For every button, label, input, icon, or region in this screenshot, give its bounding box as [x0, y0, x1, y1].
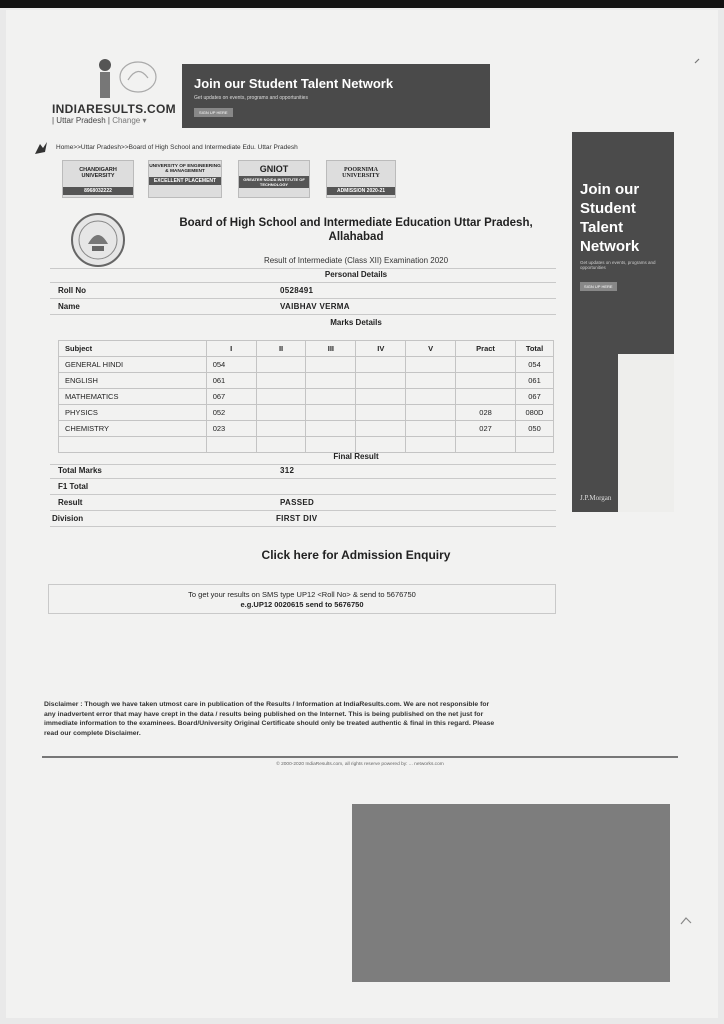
bird-mark-icon [34, 140, 48, 156]
footer-divider [42, 756, 678, 758]
table-row [59, 389, 554, 405]
table-cell: GENERAL HINDI [59, 357, 207, 373]
scan-mark-icon [680, 916, 692, 926]
scan-top-edge [0, 0, 724, 8]
state-label: | Uttar Pradesh | [52, 116, 110, 125]
column-header: II [256, 341, 306, 357]
divider [50, 314, 556, 315]
table-cell: 061 [515, 373, 553, 389]
side-banner-ad[interactable] [572, 132, 674, 512]
breadcrumb[interactable]: Home>>Uttar Pradesh>>Board of High School and Intermediate Edu. Uttar Pradesh [56, 144, 298, 151]
table-cell [306, 373, 356, 389]
f1-total-label: F1 Total [58, 482, 89, 491]
table-cell [406, 421, 456, 437]
college-logo-chandigarh[interactable] [62, 160, 134, 198]
table-cell: 023 [206, 421, 256, 437]
side-ad-subtitle: Get updates on events, programs and opportunities [580, 260, 656, 270]
table-cell [356, 405, 406, 421]
table-cell: 067 [515, 389, 553, 405]
college-logo-band: 8968032222 [63, 187, 133, 195]
board-title: Board of High School and Intermediate Education Uttar Pradesh, Allahabad [179, 217, 533, 243]
top-banner-ad[interactable] [182, 64, 490, 128]
table-cell [406, 437, 456, 453]
result-value: PASSED [280, 498, 315, 507]
name-value: VAIBHAV VERMA [280, 302, 350, 311]
redacted-block [352, 804, 670, 982]
result-label: Result [58, 498, 83, 507]
disclaimer-text: Disclaimer : Though we have taken utmost care in publication of the Results / Information at IndiaResults.com. We are not responsible for any inadvertent error that may have crept in the data / results being published on the Internet. This is being published on the net just for immediate information to the examinees. Board/University Original Certificate should only be treated authentic & final in this regard. Please read our complete Disclaimer. [44, 701, 495, 737]
column-header: I [206, 341, 256, 357]
divider [50, 298, 556, 299]
table-cell [256, 437, 306, 453]
college-logo-band: ADMISSION 2020-21 [327, 187, 395, 195]
table-cell [256, 389, 306, 405]
marks-table [58, 340, 554, 453]
divider [50, 282, 556, 283]
table-row [59, 405, 554, 421]
admission-enquiry-link[interactable]: Click here for Admission Enquiry [261, 548, 451, 562]
change-state-link[interactable]: Change ▾ [112, 116, 147, 125]
table-cell [256, 421, 306, 437]
table-cell [456, 357, 516, 373]
table-cell [356, 389, 406, 405]
copyright-text: © 2000-2020 IndiaResults.com, all rights reserve powered by: ... networks.com [276, 762, 444, 767]
table-cell [306, 437, 356, 453]
banner-subtitle: Get updates on events, programs and opportunities [194, 95, 308, 101]
table-cell [256, 357, 306, 373]
table-cell [456, 389, 516, 405]
side-ad-title: Join our Student Talent Network [580, 181, 640, 255]
table-cell: 052 [206, 405, 256, 421]
table-row [59, 357, 554, 373]
table-cell [306, 389, 356, 405]
table-cell: 080D [515, 405, 553, 421]
table-cell [456, 373, 516, 389]
exam-name: Result of Intermediate (Class XII) Examination 2020 [263, 256, 449, 265]
table-cell [256, 405, 306, 421]
table-cell: CHEMISTRY [59, 421, 207, 437]
side-ad-brand: J.P.Morgan [580, 494, 612, 502]
divider [50, 478, 556, 479]
table-row [59, 421, 554, 437]
divider [50, 494, 556, 495]
college-logo-name: CHANDIGARH UNIVERSITY [79, 167, 117, 179]
college-logo-band: GREATER NOIDA INSTITUTE OF TECHNOLOGY [239, 176, 309, 188]
total-marks-label: Total Marks [58, 466, 102, 475]
total-marks-value: 312 [280, 466, 295, 475]
sms-example: e.g.UP12 0020615 send to 5676750 [240, 600, 364, 609]
table-cell [406, 357, 456, 373]
table-cell [515, 437, 553, 453]
table-row [59, 373, 554, 389]
sms-info-box [48, 584, 556, 614]
logo-ornament-icon [118, 60, 158, 94]
table-header-row [59, 341, 554, 357]
college-logo-poornima[interactable] [326, 160, 396, 198]
college-logo-name: UNIVERSITY OF ENGINEERING & MANAGEMENT [149, 164, 221, 174]
table-cell: 067 [206, 389, 256, 405]
table-cell: 061 [206, 373, 256, 389]
roll-no-label: Roll No [58, 286, 86, 295]
column-header: Pract [456, 341, 516, 357]
college-logo-band: EXCELLENT PLACEMENT [149, 177, 221, 185]
table-cell [306, 421, 356, 437]
table-cell: 028 [456, 405, 516, 421]
divider [50, 510, 556, 511]
table-cell: PHYSICS [59, 405, 207, 421]
indiaresults-logo-icon [94, 58, 116, 98]
divider [50, 526, 556, 527]
divider [50, 268, 556, 269]
banner-signup-button[interactable]: SIGN UP HERE [194, 108, 233, 117]
up-emblem-icon [70, 212, 126, 268]
table-cell: 054 [515, 357, 553, 373]
scan-speck-icon [694, 58, 700, 64]
banner-title: Join our Student Talent Network [194, 76, 394, 91]
table-cell [356, 437, 406, 453]
table-cell [306, 405, 356, 421]
column-header: Subject [59, 341, 207, 357]
result-page [6, 10, 718, 1018]
college-logo-gniot[interactable] [238, 160, 310, 198]
table-cell [59, 437, 207, 453]
column-header: V [406, 341, 456, 357]
table-cell [256, 373, 306, 389]
table-cell: 054 [206, 357, 256, 373]
column-header: III [306, 341, 356, 357]
table-cell [356, 357, 406, 373]
table-cell: MATHEMATICS [59, 389, 207, 405]
column-header: IV [356, 341, 406, 357]
divider [50, 464, 556, 465]
college-logo-uem[interactable] [148, 160, 222, 198]
final-result-heading: Final Result [333, 452, 379, 461]
college-logo-name: POORNIMA UNIVERSITY [342, 167, 380, 179]
side-ad-signup-button[interactable]: SIGN UP HERE [580, 282, 617, 291]
column-header: Total [515, 341, 553, 357]
division-value: FIRST DIV [276, 514, 318, 523]
name-label: Name [58, 302, 80, 311]
table-cell [456, 437, 516, 453]
table-cell [356, 373, 406, 389]
table-cell [406, 389, 456, 405]
table-cell [356, 421, 406, 437]
college-logo-name: GNIOT [259, 164, 289, 174]
division-label: Division [52, 514, 84, 523]
personal-details-heading: Personal Details [324, 270, 388, 279]
table-cell [206, 437, 256, 453]
site-logo-text[interactable]: INDIARESULTS.COM [52, 102, 176, 116]
table-cell: ENGLISH [59, 373, 207, 389]
roll-no-value: 0528491 [280, 286, 314, 295]
table-row [59, 437, 554, 453]
table-cell: 050 [515, 421, 553, 437]
sms-instruction: To get your results on SMS type UP12 <Roll No> & send to 5676750 [188, 590, 416, 599]
marks-details-heading: Marks Details [330, 318, 382, 327]
table-cell: 027 [456, 421, 516, 437]
table-cell [406, 405, 456, 421]
state-selector[interactable] [52, 116, 146, 125]
side-ad-photo [618, 354, 674, 512]
table-cell [306, 357, 356, 373]
table-cell [406, 373, 456, 389]
